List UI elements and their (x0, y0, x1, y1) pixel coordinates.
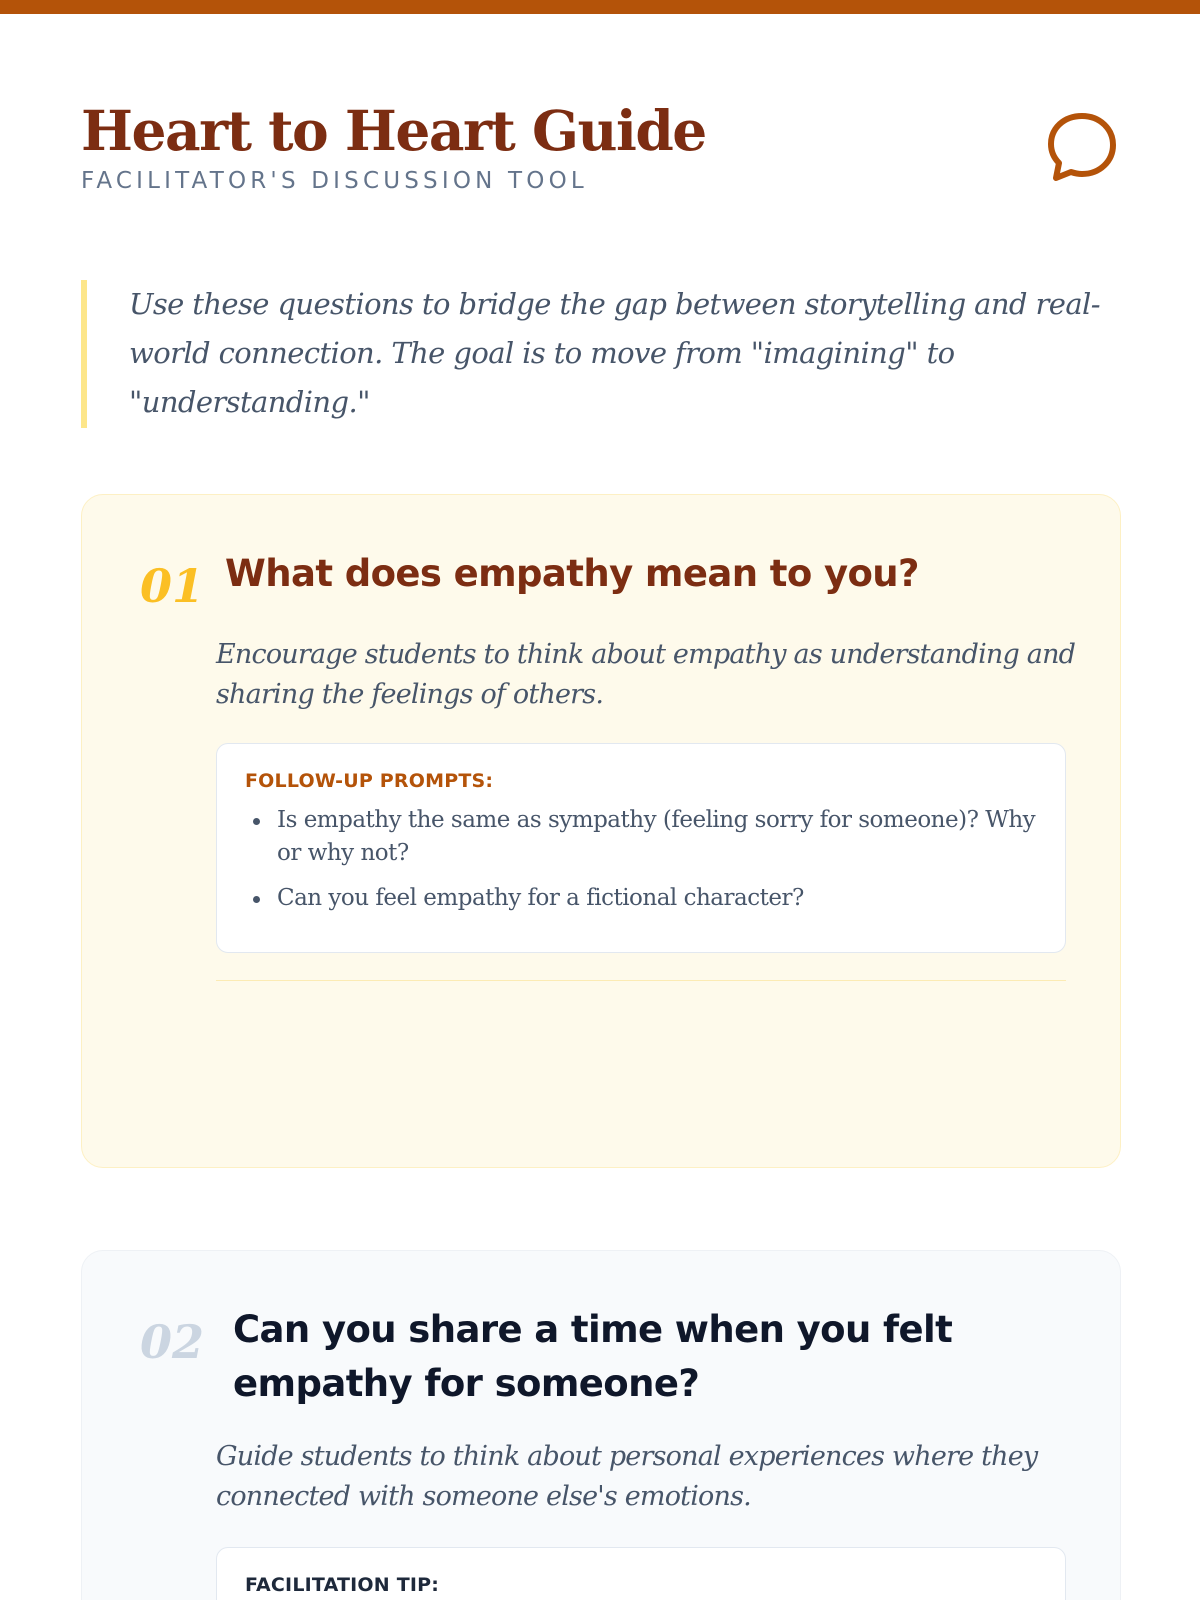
question-description: Encourage students to think about empathy as understanding and sharing the feelings of others. (216, 639, 1076, 710)
question-card-2 (81, 1250, 1121, 1600)
prompts-list (245, 804, 1037, 915)
question-number: 02 (140, 1315, 205, 1369)
chat-bubble-icon (1043, 108, 1121, 186)
tip-label: FACILITATION TIP: (245, 1574, 440, 1596)
question-title: What does empathy mean to you? (225, 552, 919, 595)
top-accent-bar (0, 0, 1200, 14)
facilitation-tip-box (216, 1547, 1066, 1600)
question-card-1 (81, 494, 1121, 1168)
question-number: 01 (140, 559, 205, 613)
page-header (81, 96, 1121, 206)
follow-up-prompts-box (216, 743, 1066, 953)
question-description: Guide students to think about personal experiences where they connected with someone else's emotions. (216, 1441, 1038, 1512)
question-title: Can you share a time when you felt empathy for someone? (233, 1308, 953, 1405)
intro-text: Use these questions to bridge the gap between storytelling and real-world connection. The goal is to move from "imagining" to "understanding." (129, 287, 1100, 419)
page-title: Heart to Heart Guide (81, 98, 706, 163)
intro-quote (81, 280, 1121, 428)
card-divider (216, 980, 1066, 981)
prompt-item: Is empathy the same as sympathy (feeling sorry for someone)? Why or why not? (245, 804, 1037, 870)
prompt-item: Can you feel empathy for a fictional character? (245, 882, 1037, 915)
prompts-label: FOLLOW-UP PROMPTS: (245, 770, 494, 792)
page-subtitle: FACILITATOR'S DISCUSSION TOOL (81, 168, 588, 194)
